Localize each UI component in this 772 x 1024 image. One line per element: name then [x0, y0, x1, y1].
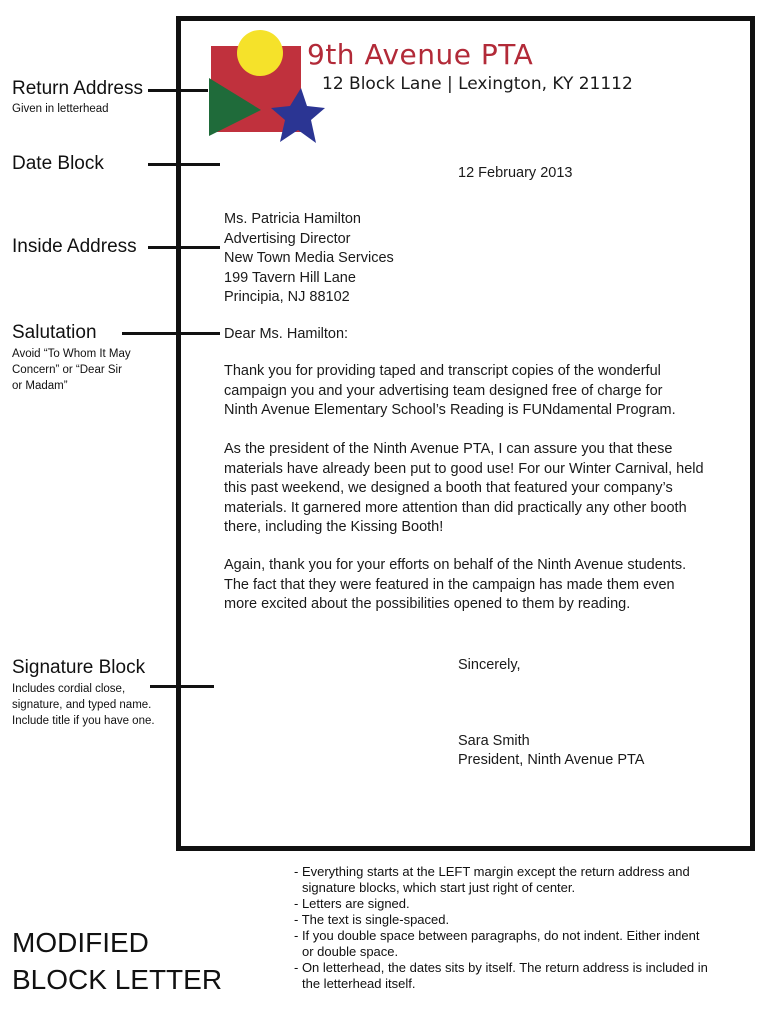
annotation-return-address-note: Given in letterhead [12, 103, 109, 115]
body-paragraph: Again, thank you for your efforts on behalf of the Ninth Avenue students. The fact that they were featured in the campaign has made them even more excited about the possibilities opened to them by reading. [224, 557, 687, 612]
format-rules [294, 864, 764, 992]
annotation-signature-block: Signature Block [12, 657, 146, 678]
annotation-signature-block-line [150, 685, 214, 688]
annotation-return-address-line [148, 89, 208, 92]
signer-title: President, Ninth Avenue PTA [458, 752, 645, 768]
letterhead-address: 12 Block Lane | Lexington, KY 21112 [322, 74, 633, 94]
body-paragraph: As the president of the Ninth Avenue PTA, I can assure you that these materials have already been put to good use! For our Winter Carnival, held this past weekend, we designed a booth that featured your company’s materials. It garnered more attention than did practically any other booth there, including the Kissing Booth! [224, 441, 704, 535]
annotation-salutation-line [122, 332, 220, 335]
rule-item: - Everything starts at the LEFT margin except the return address and signature blocks, which start just right of center. [294, 864, 690, 895]
annotation-inside-address: Inside Address [12, 236, 137, 257]
annotation-date-block-line [148, 163, 220, 166]
annotation-date-block: Date Block [12, 153, 104, 174]
annotation-salutation: Salutation [12, 322, 97, 343]
logo-yellow-circle [237, 30, 283, 76]
rule-item: - If you double space between paragraphs, do not indent. Either indent or double space. [294, 928, 700, 959]
rule-item: - The text is single-spaced. [294, 912, 450, 927]
annotation-inside-address-line [148, 246, 220, 249]
salutation: Dear Ms. Hamilton: [224, 326, 349, 342]
letter-date: 12 February 2013 [458, 165, 573, 181]
page-title: MODIFIED BLOCK LETTER [12, 927, 223, 995]
letterhead-organization: 9th Avenue PTA [307, 38, 534, 71]
annotation-signature-block-note: Includes cordial close, signature, and typed name. Include title if you have one. [12, 683, 155, 727]
rule-item: - Letters are signed. [294, 896, 410, 911]
rule-item: - On letterhead, the dates sits by itself. The return address is included in the letterhead itself. [294, 960, 708, 991]
annotation-salutation-note: Avoid “To Whom It May Concern” or “Dear Sir or Madam” [12, 348, 131, 392]
closing: Sincerely, [458, 657, 521, 673]
annotation-return-address: Return Address [12, 78, 143, 99]
body-paragraph: Thank you for providing taped and transcript copies of the wonderful campaign you and your advertising team designed free of charge for Ninth Avenue Elementary School’s Reading is FUNdamental Program. [224, 363, 676, 418]
signer-name: Sara Smith [458, 733, 530, 749]
inside-address: Ms. Patricia Hamilton Advertising Director New Town Media Services 199 Tavern Hill Lane Principia, NJ 88102 [224, 211, 394, 305]
